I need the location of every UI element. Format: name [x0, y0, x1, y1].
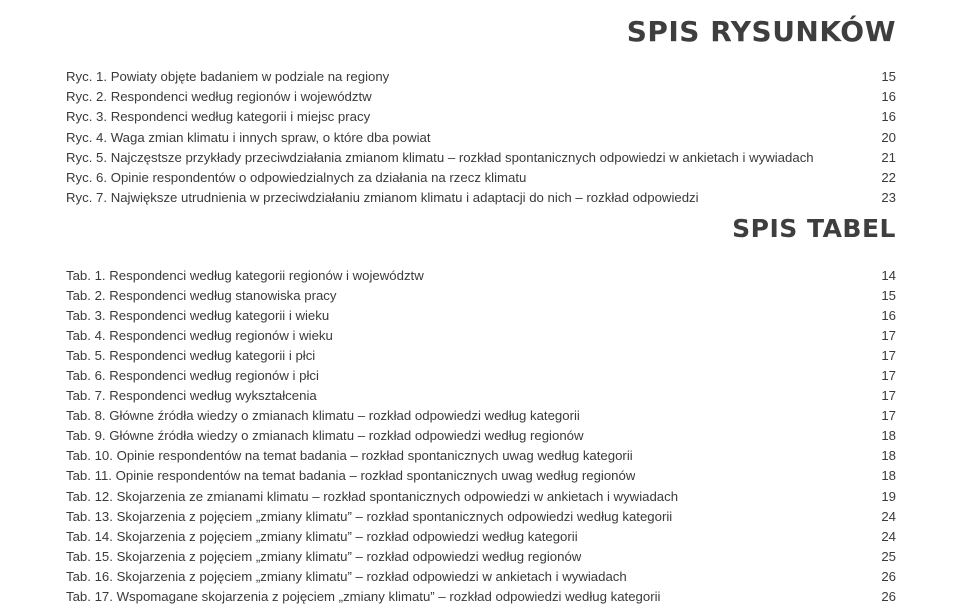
entry-page-number: 17 — [881, 388, 896, 404]
table-entry[interactable] — [66, 366, 896, 386]
entry-label: Ryc. 7. Największe utrudnienia w przeciwdziałaniu zmianom klimatu i adaptacji do nich – rozkład odpowiedzi — [66, 190, 699, 206]
entry-label: Tab. 16. Skojarzenia z pojęciem „zmiany klimatu” – rozkład odpowiedzi w ankietach i wywiadach — [66, 568, 627, 584]
entry-page-number: 17 — [881, 348, 896, 364]
entry-label: Tab. 9. Główne źródła wiedzy o zmianach klimatu – rozkład odpowiedzi według regionów — [66, 428, 584, 444]
table-entry[interactable] — [66, 306, 896, 326]
entry-page-number: 17 — [881, 408, 896, 424]
table-entry[interactable] — [66, 527, 896, 547]
table-entry[interactable] — [66, 466, 896, 486]
entry-label: Ryc. 6. Opinie respondentów o odpowiedzialnych za działania na rzecz klimatu — [66, 169, 527, 185]
entry-page-number: 16 — [881, 308, 896, 324]
table-entry[interactable] — [66, 346, 896, 366]
figure-entry[interactable] — [66, 128, 896, 148]
entry-page-number: 21 — [881, 149, 896, 165]
entry-label: Tab. 7. Respondenci według wykształcenia — [66, 388, 317, 404]
entry-page-number: 24 — [881, 528, 896, 544]
table-entry[interactable] — [66, 286, 896, 306]
entry-label: Ryc. 1. Powiaty objęte badaniem w podziale na regiony — [66, 69, 390, 84]
entry-page-number: 14 — [881, 268, 896, 283]
entry-page-number: 16 — [881, 89, 896, 105]
entry-label: Tab. 6. Respondenci według regionów i płci — [66, 368, 319, 384]
entry-label: Tab. 17. Wspomagane skojarzenia z pojęciem „zmiany klimatu” – rozkład odpowiedzi według kategorii — [66, 588, 661, 604]
entry-label: Tab. 12. Skojarzenia ze zmianami klimatu – rozkład spontanicznych odpowiedzi w ankietach i wywiadach — [66, 488, 679, 504]
tables-list-heading: SPIS TABEL — [732, 214, 896, 243]
table-entry[interactable] — [66, 326, 896, 346]
entry-label: Ryc. 5. Najczęstsze przykłady przeciwdziałania zmianom klimatu – rozkład spontanicznych odpowiedzi w ankietach i wywiadach — [66, 149, 814, 165]
entry-label: Tab. 11. Opinie respondentów na temat badania – rozkład spontanicznych uwag według regionów — [66, 468, 636, 484]
table-entry[interactable] — [66, 547, 896, 567]
table-entry[interactable] — [66, 406, 896, 426]
entry-page-number: 15 — [881, 69, 896, 84]
entry-label: Ryc. 2. Respondenci według regionów i województw — [66, 89, 372, 105]
table-entry[interactable] — [66, 507, 896, 527]
entry-page-number: 26 — [881, 588, 896, 604]
entry-page-number: 17 — [881, 328, 896, 344]
table-entry[interactable] — [66, 487, 896, 507]
figure-entry[interactable] — [66, 87, 896, 107]
table-entry[interactable] — [66, 426, 896, 446]
entry-page-number: 17 — [881, 368, 896, 384]
entry-label: Tab. 4. Respondenci według regionów i wieku — [66, 328, 333, 344]
entry-page-number: 23 — [881, 190, 896, 206]
entry-page-number: 20 — [881, 129, 896, 145]
entry-page-number: 18 — [881, 468, 896, 484]
figure-entry[interactable] — [66, 148, 896, 168]
entry-label: Tab. 1. Respondenci według kategorii regionów i województw — [66, 268, 424, 283]
table-entry[interactable] — [66, 567, 896, 587]
figures-list — [66, 67, 896, 208]
entry-label: Tab. 8. Główne źródła wiedzy o zmianach klimatu – rozkład odpowiedzi według kategorii — [66, 408, 580, 424]
entry-label: Tab. 2. Respondenci według stanowiska pracy — [66, 288, 337, 304]
entry-label: Ryc. 4. Waga zmian klimatu i innych spraw, o które dba powiat — [66, 129, 431, 145]
table-entry[interactable] — [66, 386, 896, 406]
tables-list — [66, 266, 896, 607]
figure-entry[interactable] — [66, 188, 896, 208]
table-entry[interactable] — [66, 587, 896, 607]
entry-label: Tab. 5. Respondenci według kategorii i płci — [66, 348, 316, 364]
table-entry[interactable] — [66, 266, 896, 286]
entry-page-number: 18 — [881, 448, 896, 464]
entry-page-number: 15 — [881, 288, 896, 304]
entry-page-number: 22 — [881, 169, 896, 185]
figures-list-heading: SPIS RYSUNKÓW — [626, 15, 896, 48]
entry-label: Ryc. 3. Respondenci według kategorii i miejsc pracy — [66, 109, 371, 125]
entry-page-number: 26 — [881, 568, 896, 584]
entry-page-number: 24 — [881, 508, 896, 524]
entry-label: Tab. 15. Skojarzenia z pojęciem „zmiany klimatu” – rozkład odpowiedzi według regionów — [66, 548, 582, 564]
figure-entry[interactable] — [66, 107, 896, 127]
entry-label: Tab. 10. Opinie respondentów na temat badania – rozkład spontanicznych uwag według kategorii — [66, 448, 633, 464]
entry-page-number: 25 — [881, 548, 896, 564]
entry-page-number: 18 — [881, 428, 896, 444]
table-entry[interactable] — [66, 446, 896, 466]
entry-label: Tab. 13. Skojarzenia z pojęciem „zmiany klimatu” – rozkład spontanicznych odpowiedzi według kategorii — [66, 508, 673, 524]
entry-page-number: 19 — [881, 488, 896, 504]
entry-label: Tab. 3. Respondenci według kategorii i wieku — [66, 308, 330, 324]
entry-label: Tab. 14. Skojarzenia z pojęciem „zmiany klimatu” – rozkład odpowiedzi według kategorii — [66, 528, 578, 544]
figure-entry[interactable] — [66, 168, 896, 188]
figure-entry[interactable] — [66, 67, 896, 87]
entry-page-number: 16 — [881, 109, 896, 125]
